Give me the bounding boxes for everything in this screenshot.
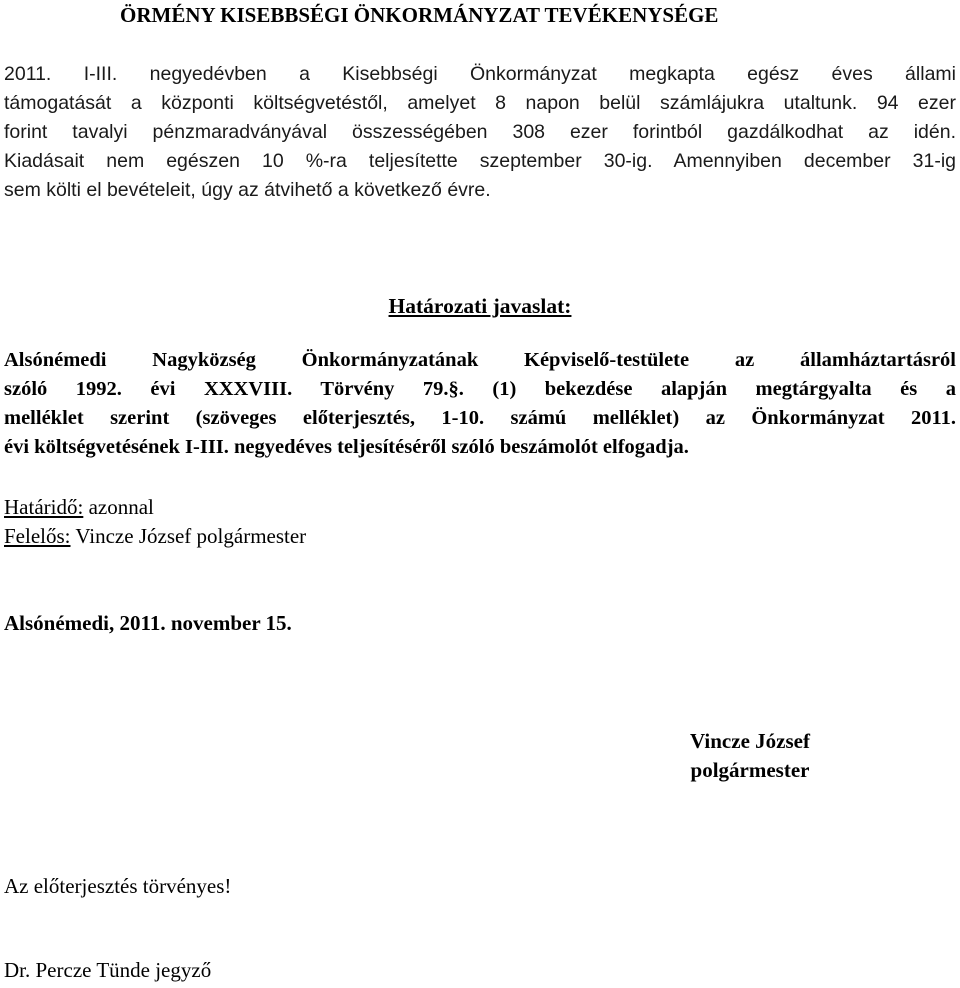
intro-line: forint tavalyi pénzmaradványával összességében 308 ezer forintból gazdálkodhat az idén. xyxy=(4,121,956,143)
intro-line: 2011. I-III. negyedévben a Kisebbségi Önkormányzat megkapta egész éves állami xyxy=(4,63,956,85)
place-date: Alsónémedi, 2011. november 15. xyxy=(4,611,292,635)
document-title: ÖRMÉNY KISEBBSÉGI ÖNKORMÁNYZAT TEVÉKENYSÉGE xyxy=(120,3,719,27)
resolution-line: Alsónémedi Nagyközség Önkormányzatának Képviselő-testülete az államháztartásról xyxy=(4,349,956,371)
intro-paragraph xyxy=(4,60,956,205)
signature-block xyxy=(560,727,940,785)
intro-line: sem költi el bevételeit, úgy az átvihető a következő évre. xyxy=(4,179,491,201)
resolution-line: melléklet szerint (szöveges előterjesztés, 1-10. számú melléklet) az Önkormányzat 2011. xyxy=(4,407,956,429)
responsible-value: Vincze József polgármester xyxy=(70,524,307,548)
signature-name: Vincze József xyxy=(690,729,810,753)
deadline-row xyxy=(4,493,154,521)
deadline-value: azonnal xyxy=(83,495,154,519)
proposal-heading: Határozati javaslat: xyxy=(388,294,572,318)
responsible-row xyxy=(4,522,306,550)
signature-title: polgármester xyxy=(690,758,810,782)
resolution-paragraph xyxy=(4,346,956,462)
intro-line: támogatását a központi költségvetéstől, amelyet 8 napon belül számlájukra utaltunk. 94 ezer xyxy=(4,92,956,114)
deadline-label: Határidő: xyxy=(4,495,84,519)
notary-line: Dr. Percze Tünde jegyző xyxy=(4,958,212,982)
resolution-line: szóló 1992. évi XXXVIII. Törvény 79.§. (1) bekezdése alapján megtárgyalta és a xyxy=(4,378,956,400)
intro-line: Kiadásait nem egészen 10 %-ra teljesítette szeptember 30-ig. Amennyiben december 31-ig xyxy=(4,150,956,172)
legal-note: Az előterjesztés törvényes! xyxy=(4,874,232,898)
responsible-label: Felelős: xyxy=(4,524,71,548)
resolution-line: évi költségvetésének I-III. negyedéves teljesítéséről szóló beszámolót elfogadja. xyxy=(4,436,689,458)
